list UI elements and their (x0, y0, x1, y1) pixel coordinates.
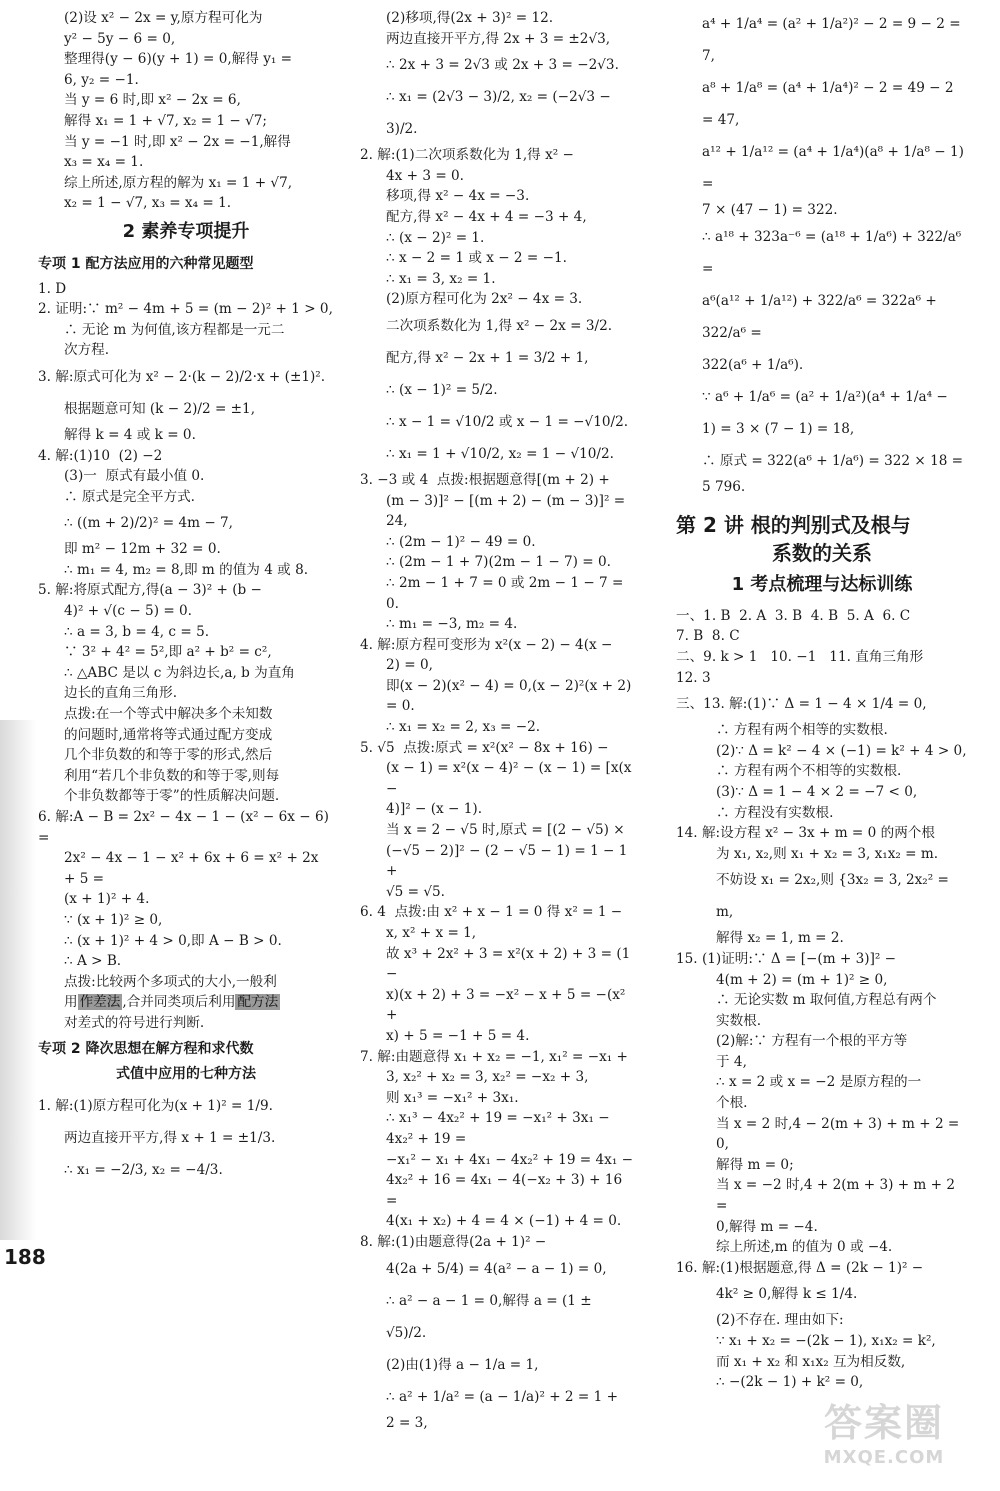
answer-line: 4. 解:(1)10 (2) −2 (38, 447, 163, 464)
text-line: 6. 4 点拨:由 x² + x − 1 = 0 得 x² = 1 − (360, 904, 623, 921)
text-line: 4(x₁ + x₂) + 4 = 4 × (−1) + 4 = 0. (386, 1213, 622, 1230)
text-line: a¹² + 1/a¹² = (a⁴ + 1/a⁴)(a⁸ + 1/a⁸ − 1) = (702, 144, 969, 192)
text-line: 2) = 0, (386, 657, 433, 674)
answer-line: 5. 解:将原式配方,得(a − 3)² + (b − (38, 582, 262, 599)
answer-line: (2)解:∵ 方程有一个根的平方等 (716, 1033, 908, 1050)
topic-title: 专项 2 降次思想在解方程和求代数 (38, 1040, 254, 1057)
answer-line: (2)∵ Δ = k² − 4 × (−1) = k² + 4 > 0, (716, 742, 967, 759)
text-line: 整理得(y − 6)(y + 1) = 0,解得 y₁ = (64, 51, 293, 68)
text-line: a⁶(a¹² + 1/a¹²) + 322/a⁶ = 322a⁶ + 322/a⁶ = (702, 292, 942, 341)
answer-line: ∴ (x + 1)² + 4 > 0,即 A − B > 0. (64, 932, 282, 949)
text-line: 两边直接开平方,得 2x + 3 = ±2√3, (386, 30, 611, 47)
answer-line: 次方程. (64, 342, 110, 359)
tip-line (38, 992, 334, 1013)
answer-line: ∴ 无论实数 m 取何值,方程总有两个 (716, 992, 937, 1009)
answer-line: 当 x = −2 时,4 + 2(m + 3) + m + 2 = (716, 1177, 960, 1215)
answer-line: 4k² ≥ 0,解得 k ≤ 1/4. (716, 1286, 858, 1303)
text-line: 7. 解:由题意得 x₁ + x₂ = −1, x₁² = −x₁ + (360, 1048, 628, 1065)
text-line: (2)由(1)得 a − 1/a = 1, (386, 1356, 539, 1373)
answer-line: (3)一 原式有最小值 0. (64, 468, 205, 485)
text-line: ∴ x₁ = (2√3 − 3)/2, x₂ = (−2√3 − 3)/2. (386, 89, 616, 138)
text-line: ∴ x₁ = 3, x₂ = 1. (386, 270, 496, 287)
answer-line: (x + 1)² + 4. (64, 891, 150, 908)
text-line: a⁸ + 1/a⁸ = (a⁴ + 1/a⁴)² − 2 = 49 − 2 = 47, (702, 80, 958, 128)
watermark-text: 答案圈 (823, 1401, 944, 1445)
watermark-site: MXQE.COM (823, 1447, 945, 1468)
text-line: 3. −3 或 4 点拨:根据题意得[(m + 2) + (360, 471, 610, 488)
text-line: (2)设 x² − 2x = y,原方程可化为 (64, 10, 263, 26)
answer-line: 4(m + 2) = (m + 1)² ≥ 0, (716, 971, 888, 988)
answer-line: ∴ A > B. (64, 953, 122, 970)
text-line: x₃ = x₄ = 1. (64, 154, 144, 171)
column-middle (360, 8, 636, 1433)
text-line: x) + 5 = −1 + 5 = 4. (386, 1027, 530, 1044)
answer-line: 于 4, (716, 1053, 747, 1070)
text-line: ∴ x₁ = 1 + √10/2, x₂ = 1 − √10/2. (386, 445, 614, 462)
text-line: 二次项系数化为 1,得 x² − 2x = 3/2. (386, 317, 613, 334)
highlight-term: 作差法 (79, 994, 121, 1011)
answer-line: 12. 3 (676, 669, 711, 686)
text-line: 4x₂² + 16 = 4x₁ − 4(−x₂ + 3) + 16 = (386, 1172, 627, 1209)
tip-line: 点拨:在一个等式中解决多个未知数 (64, 706, 273, 723)
text-line: −x₁² − x₁ + 4x₁ − 4x₂² + 19 = 4x₁ − (386, 1151, 633, 1168)
text-line: ∴ 原式 = 322(a⁶ + 1/a⁶) = 322 × 18 = (702, 452, 964, 469)
text-line: 4)]² − (x − 1). (386, 801, 483, 818)
column-left (38, 8, 334, 1186)
answer-line: 解得 k = 4 或 k = 0. (64, 426, 196, 443)
answer-line: 根据题意可知 (k − 2)/2 = ±1, (64, 400, 256, 417)
answer-line: (2)不存在. 理由如下: (716, 1312, 844, 1329)
answer-line: 综上所述,m 的值为 0 或 −4. (716, 1239, 893, 1256)
page-number: 188 (4, 1245, 46, 1269)
answer-line: ∴ 无论 m 为何值,该方程都是一元二 (64, 321, 285, 338)
answer-line: ∴ ((m + 2)/2)² = 4m − 7, (64, 515, 234, 532)
answer-line: ∴ 方程有两个不相等的实数根. (716, 763, 902, 780)
text-line: 322(a⁶ + 1/a⁶). (702, 356, 804, 373)
answer-line: 解得 m = 0; (716, 1156, 794, 1173)
text-line: 移项,得 x² − 4x = −3. (386, 188, 530, 205)
answer-line: 3. 解:原式可化为 x² − 2·(k − 2)/2·x + (±1)². (38, 368, 326, 385)
tip-text: ,合并同类项后利用 (122, 994, 236, 1011)
answer-line: ∴ 方程没有实数根. (716, 804, 834, 821)
answer-line: 1. D (38, 280, 67, 297)
answer-line: ∵ (x + 1)² ≥ 0, (64, 911, 163, 928)
answer-line: 14. 解:设方程 x² − 3x + m = 0 的两个根 (676, 825, 935, 842)
text-line: (2)移项,得(2x + 3)² = 12. (386, 10, 554, 26)
lecture-title-continued: 系数的关系 (772, 541, 872, 566)
text-line: ∴ x₁³ − 4x₂² + 19 = −x₁² + 3x₁ − 4x₂² + 19 = (386, 1110, 614, 1147)
text-line: ∴ (2m − 1)² − 49 = 0. (386, 533, 536, 550)
answer-line: 三、13. 解:(1)∵ Δ = 1 − 4 × 1/4 = 0, (676, 696, 927, 713)
answer-line: 1. 解:(1)原方程可化为(x + 1)² = 1/9. (38, 1098, 273, 1115)
answer-line: 实数根. (716, 1012, 762, 1029)
text-line: √5 = √5. (386, 883, 445, 900)
text-line: (−√5 − 2)]² − (2 − √5 − 1) = 1 − 1 + (386, 842, 632, 880)
text-line: 则 x₁³ = −x₁² + 3x₁. (386, 1089, 519, 1106)
text-line: 5 796. (702, 478, 746, 495)
topic-title-continued: 式值中应用的七种方法 (116, 1065, 256, 1082)
text-line: ∴ a¹⁸ + 323a⁻⁶ = (a¹⁸ + 1/a⁶) + 322/a⁶ = (702, 228, 966, 277)
text-line: ∴ 2x + 3 = 2√3 或 2x + 3 = −2√3. (386, 57, 619, 74)
text-line: x)(x + 2) + 3 = −x² − x + 5 = −(x² + (386, 986, 630, 1024)
text-line: 当 y = −1 时,即 x² − 2x = −1,解得 (64, 133, 291, 150)
topic-title: 专项 1 配方法应用的六种常见题型 (38, 255, 254, 272)
text-line: ∴ (x − 2)² = 1. (386, 229, 485, 246)
text-line: a⁴ + 1/a⁴ = (a² + 1/a²)² − 2 = 9 − 2 = 7, (702, 16, 965, 64)
section-title: 1 考点梳理与达标训练 (731, 574, 913, 596)
tip-line: 几个非负数的和等于零的形式,然后 (64, 747, 273, 764)
answer-line: 不妨设 x₁ = 2x₂,则 {3x₂ = 3, 2x₂² = m, (716, 872, 954, 921)
text-line: 即(x − 2)(x² − 4) = 0,(x − 2)²(x + 2) = 0. (386, 677, 636, 715)
text-line: 3, x₂² + x₂ = 3, x₂² = −x₂ + 3, (386, 1069, 589, 1086)
text-line: 当 y = 6 时,即 x² − 2x = 6, (64, 92, 241, 109)
text-line: 2. 解:(1)二次项系数化为 1,得 x² − (360, 147, 574, 164)
tip-line: 对差式的符号进行判断. (64, 1014, 205, 1031)
tip-line: 利用“若几个非负数的和等于零,则每 (64, 767, 280, 784)
text-line: 8. 解:(1)由题意得(2a + 1)² − (360, 1233, 547, 1250)
answer-line: ∴ −(2k − 1) + k² = 0, (716, 1374, 864, 1391)
text-line: 解得 x₁ = 1 + √7, x₂ = 1 − √7; (64, 112, 268, 129)
answer-line: ∵ x₁ + x₂ = −(2k − 1), x₁x₂ = k², (716, 1333, 936, 1349)
answer-line: 0,解得 m = −4. (716, 1218, 818, 1235)
text-line: 故 x³ + 2x² + 3 = x²(x + 2) + 3 = (1 − (386, 945, 635, 983)
text-line: ∴ x₁ = x₂ = 2, x₃ = −2. (386, 719, 541, 736)
watermark-logo (794, 1385, 974, 1475)
answer-line: 2. 证明:∵ m² − 4m + 5 = (m − 2)² + 1 > 0, (38, 301, 333, 318)
text-line: 6, y₂ = −1. (64, 71, 139, 88)
text-line: ∵ a⁶ + 1/a⁶ = (a² + 1/a²)(a⁴ + 1/a⁴ − (702, 388, 948, 405)
answer-line: ∴ △ABC 是以 c 为斜边长,a, b 为直角 (64, 664, 295, 681)
answer-line: ∴ x = 2 或 x = −2 是原方程的一 (716, 1074, 922, 1091)
text-line: ∴ x − 2 = 1 或 x − 2 = −1. (386, 250, 567, 267)
answer-line: 16. 解:(1)根据题意,得 Δ = (2k − 1)² − (676, 1259, 924, 1276)
lecture-title: 第 2 讲 根的判别式及根与 (676, 513, 911, 538)
text-line: ∴ a² − a − 1 = 0,解得 a = (1 ± √5)/2. (386, 1292, 596, 1341)
column-right (676, 8, 968, 1393)
answer-line: ∴ 原式是完全平方式. (64, 488, 195, 505)
text-line: (m − 3)]² − [(m + 2) − (m − 3)]² = 24, (386, 492, 630, 530)
highlight-term: 配方法 (237, 994, 279, 1011)
tip-text: 用 (64, 994, 78, 1011)
text-line: ∴ m₁ = −3, m₂ = 4. (386, 616, 518, 633)
answer-line: 一、1. B 2. A 3. B 4. B 5. A 6. C (676, 607, 911, 624)
section-title: 2 素养专项提升 (122, 220, 250, 242)
text-line: 7 × (47 − 1) = 322. (702, 202, 838, 218)
tip-line: 的问题时,通常将等式通过配方变成 (64, 726, 273, 743)
tip-line: 个非负数都等于零”的性质解决问题. (64, 788, 280, 805)
answer-line: (3)∵ Δ = 1 − 4 × 2 = −7 < 0, (716, 783, 918, 800)
text-line: 4x + 3 = 0. (386, 167, 464, 184)
answer-line: 4)² + √(c − 5) = 0. (64, 603, 192, 620)
text-line: (x − 1) = x²(x − 4)² − (x − 1) = [x(x − (386, 760, 636, 797)
text-line: ∴ 2m − 1 + 7 = 0 或 2m − 1 − 7 = 0. (386, 574, 628, 612)
answer-line: 解得 x₂ = 1, m = 2. (716, 930, 844, 947)
answer-line: 二、9. k > 1 10. −1 11. 直角三角形 (676, 648, 924, 665)
text-line: x, x² + x = 1, (386, 925, 477, 941)
page-edge-shading (0, 720, 36, 1240)
answer-line: 边长的直角三角形. (64, 685, 178, 702)
answer-line: ∴ 方程有两个相等的实数根. (716, 722, 888, 739)
answer-line: 即 m² − 12m + 32 = 0. (64, 541, 221, 558)
answer-line: 2x² − 4x − 1 − x² + 6x + 6 = x² + 2x + 5 = (64, 850, 323, 887)
text-line: ∴ (2m − 1 + 7)(2m − 1 − 7) = 0. (386, 554, 611, 571)
text-line: ∴ (x − 1)² = 5/2. (386, 381, 498, 398)
answer-line: 个根. (716, 1095, 748, 1112)
answer-line: 7. B 8. C (676, 628, 740, 645)
answer-line: 而 x₁ + x₂ 和 x₁x₂ 互为相反数, (716, 1353, 906, 1370)
text-line: 2 = 3, (386, 1414, 428, 1431)
text-line: 当 x = 2 − √5 时,原式 = [(2 − √5) × (386, 822, 625, 839)
text-line: 1) = 3 × (7 − 1) = 18, (702, 420, 855, 437)
text-line: x₂ = 1 − √7, x₃ = x₄ = 1. (64, 195, 232, 212)
answer-line: 15. (1)证明:∵ Δ = [−(m + 3)]² − (676, 950, 897, 967)
answer-line: ∴ x₁ = −2/3, x₂ = −4/3. (64, 1162, 223, 1179)
text-line: y² − 5y − 6 = 0, (64, 30, 176, 47)
answer-line: ∵ 3² + 4² = 5²,即 a² + b² = c², (64, 644, 272, 661)
answer-line: ∴ m₁ = 4, m₂ = 8,即 m 的值为 4 或 8. (64, 561, 309, 578)
answer-line: 两边直接开平方,得 x + 1 = ±1/3. (64, 1130, 276, 1147)
answer-line: 当 x = 2 时,4 − 2(m + 3) + m + 2 = 0, (716, 1115, 964, 1153)
answer-line: 6. 解:A − B = 2x² − 4x − 1 − (x² − 6x − 6) = (38, 809, 334, 846)
text-line: 配方,得 x² − 2x + 1 = 3/2 + 1, (386, 349, 589, 366)
text-line: 综上所述,原方程的解为 x₁ = 1 + √7, (64, 174, 293, 191)
text-line: (2)原方程可化为 2x² − 4x = 3. (386, 291, 583, 308)
text-line: 4. 解:原方程可变形为 x²(x − 2) − 4(x − (360, 636, 613, 653)
answer-line: 为 x₁, x₂,则 x₁ + x₂ = 3, x₁x₂ = m. (716, 845, 939, 862)
text-line: 5. √5 点拨:原式 = x²(x² − 8x + 16) − (360, 739, 609, 756)
text-line: ∴ a² + 1/a² = (a − 1/a)² + 2 = 1 + (386, 1388, 618, 1405)
text-line: 配方,得 x² − 4x + 4 = −3 + 4, (386, 208, 587, 225)
text-line: 4(2a + 5/4) = 4(a² − a − 1) = 0, (386, 1260, 607, 1277)
answer-line: ∴ a = 3, b = 4, c = 5. (64, 623, 210, 640)
tip-line: 点拨:比较两个多项式的大小,一般利 (64, 973, 277, 990)
text-line: ∴ x − 1 = √10/2 或 x − 1 = −√10/2. (386, 413, 629, 430)
